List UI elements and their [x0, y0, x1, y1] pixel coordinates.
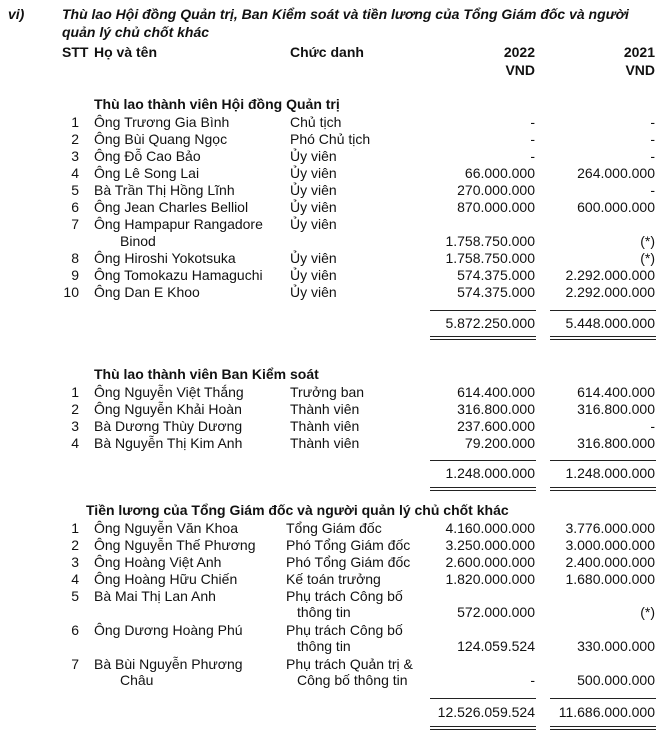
row-stt: 4 — [71, 165, 79, 181]
row-stt: 1 — [71, 114, 79, 130]
row-value-2021: - — [650, 148, 655, 164]
row-stt: 6 — [71, 199, 79, 215]
row-value-2022: 4.160.000.000 — [445, 520, 535, 536]
total-2022: 1.248.000.000 — [445, 465, 535, 481]
total-rule — [430, 490, 536, 491]
row-value-2022: 124.059.524 — [457, 638, 535, 654]
row-value-2021: - — [650, 114, 655, 130]
total-rule — [430, 487, 536, 488]
row-title: Thành viên — [290, 418, 360, 434]
row-value-2021: 316.800.000 — [577, 401, 655, 417]
row-name: Ông Hiroshi Yokotsuka — [94, 250, 236, 266]
row-value-2021: 264.000.000 — [577, 165, 655, 181]
total-rule — [430, 336, 536, 337]
total-rule — [550, 336, 656, 337]
row-stt: 10 — [63, 284, 79, 300]
row-name: Ông Nguyễn Thế Phương — [94, 537, 256, 553]
row-value-2022: 237.600.000 — [457, 418, 535, 434]
row-title: Kế toán trưởng — [286, 571, 381, 587]
row-value-2022: 79.200.000 — [464, 435, 535, 451]
row-value-2021: - — [650, 131, 655, 147]
total-rule — [550, 339, 656, 340]
row-title: Ủy viên — [290, 250, 337, 266]
row-value-2022: 270.000.000 — [457, 182, 535, 198]
col-2021-unit: VND — [625, 62, 655, 78]
subtotal-rule — [550, 460, 656, 461]
row-title: Ủy viên — [290, 216, 337, 232]
row-stt: 2 — [71, 131, 79, 147]
row-value-2021: (*) — [640, 250, 655, 266]
section-number: vi) — [8, 6, 25, 22]
total-rule — [550, 490, 656, 491]
row-title: Chủ tịch — [290, 114, 342, 130]
col-title: Chức danh — [290, 44, 364, 60]
row-value-2022: 572.000.000 — [457, 604, 535, 620]
row-stt: 2 — [71, 537, 79, 553]
row-stt: 1 — [71, 520, 79, 536]
row-name: Ông Nguyễn Văn Khoa — [94, 520, 238, 536]
subtotal-rule — [550, 310, 656, 311]
row-stt: 7 — [71, 216, 79, 232]
row-name: Bà Dương Thùy Dương — [94, 418, 243, 434]
total-2021: 11.686.000.000 — [558, 704, 655, 720]
row-value-2021: 2.292.000.000 — [565, 284, 655, 300]
row-stt: 2 — [71, 401, 79, 417]
row-name: Ông Hoàng Việt Anh — [94, 554, 222, 570]
row-name: Ông Nguyễn Khải Hoàn — [94, 401, 242, 417]
row-name: Ông Trương Gia Bình — [94, 114, 230, 130]
row-name-cont: Binod — [120, 233, 156, 249]
row-stt: 6 — [71, 622, 79, 638]
row-value-2021: - — [650, 182, 655, 198]
row-stt: 3 — [71, 418, 79, 434]
row-stt: 9 — [71, 267, 79, 283]
row-value-2022: 3.250.000.000 — [445, 537, 535, 553]
row-title: Ủy viên — [290, 182, 337, 198]
total-2022: 12.526.059.524 — [437, 704, 535, 720]
total-rule — [550, 487, 656, 488]
heading-line-1: Thù lao Hội đồng Quản trị, Ban Kiểm soát và tiền lương của Tổng Giám đốc và người — [62, 6, 629, 22]
row-value-2021: 500.000.000 — [577, 672, 655, 688]
total-rule — [550, 726, 656, 727]
row-value-2022: 1.820.000.000 — [445, 571, 535, 587]
total-rule — [430, 726, 536, 727]
subtotal-rule — [430, 460, 536, 461]
section-title-management: Tiền lương của Tổng Giám đốc và người quản lý chủ chốt khác — [86, 502, 509, 518]
row-name: Ông Hoàng Hữu Chiến — [94, 571, 238, 587]
row-value-2022: 614.400.000 — [457, 384, 535, 400]
row-title: Thành viên — [290, 435, 360, 451]
row-title: Ủy viên — [290, 199, 337, 215]
row-value-2022: - — [530, 131, 535, 147]
row-title: Phó Tổng Giám đốc — [286, 537, 411, 553]
col-2022-unit: VND — [505, 62, 535, 78]
total-2021: 1.248.000.000 — [565, 465, 655, 481]
row-value-2022: 2.600.000.000 — [445, 554, 535, 570]
row-value-2021: 2.292.000.000 — [565, 267, 655, 283]
row-value-2022: - — [530, 148, 535, 164]
row-name: Ông Nguyễn Việt Thắng — [94, 384, 244, 400]
row-stt: 5 — [71, 588, 79, 604]
row-value-2021: 614.400.000 — [577, 384, 655, 400]
row-title-cont: thông tin — [297, 638, 351, 654]
row-name: Ông Lê Song Lai — [94, 165, 200, 181]
row-name: Bà Nguyễn Thị Kim Anh — [94, 435, 243, 451]
row-title: Ủy viên — [290, 284, 337, 300]
row-value-2021: 2.400.000.000 — [565, 554, 655, 570]
row-value-2022: 574.375.000 — [457, 284, 535, 300]
row-stt: 8 — [71, 250, 79, 266]
row-title: Phó Tổng Giám đốc — [286, 554, 411, 570]
row-name: Ông Bùi Quang Ngọc — [94, 131, 228, 147]
row-stt: 3 — [71, 148, 79, 164]
row-stt: 4 — [71, 435, 79, 451]
row-name: Ông Dan E Khoo — [94, 284, 200, 300]
total-2022: 5.872.250.000 — [445, 315, 535, 331]
col-2021: 2021 — [623, 44, 655, 60]
row-value-2022: - — [530, 114, 535, 130]
row-name: Bà Trần Thị Hồng Lĩnh — [94, 182, 235, 198]
row-value-2022: 574.375.000 — [457, 267, 535, 283]
subtotal-rule — [550, 698, 656, 699]
row-value-2021: 3.000.000.000 — [565, 537, 655, 553]
row-value-2021: 600.000.000 — [577, 199, 655, 215]
row-title-cont: Công bố thông tin — [297, 672, 408, 688]
row-title: Tổng Giám đốc — [286, 520, 382, 536]
row-value-2021: 316.800.000 — [577, 435, 655, 451]
row-value-2022: 1.758.750.000 — [445, 233, 535, 249]
row-title: Ủy viên — [290, 165, 337, 181]
row-value-2021: 3.776.000.000 — [565, 520, 655, 536]
row-value-2021: - — [650, 418, 655, 434]
col-2022: 2022 — [503, 44, 535, 60]
row-value-2022: - — [530, 672, 535, 688]
row-stt: 5 — [71, 182, 79, 198]
row-stt: 4 — [71, 571, 79, 587]
row-name: Ông Đỗ Cao Bảo — [94, 148, 201, 164]
row-name: Ông Dương Hoàng Phú — [94, 622, 243, 638]
row-value-2022: 870.000.000 — [457, 199, 535, 215]
row-title: Phó Chủ tịch — [290, 131, 371, 147]
row-title: Ủy viên — [290, 267, 337, 283]
total-rule — [430, 729, 536, 730]
row-title: Phụ trách Công bố — [286, 588, 403, 604]
heading-line-2: quản lý chủ chốt khác — [62, 24, 210, 40]
row-title: Phụ trách Công bố — [286, 622, 403, 638]
row-name: Bà Bùi Nguyễn Phương — [94, 656, 243, 672]
row-title-cont: thông tin — [297, 604, 351, 620]
row-value-2022: 66.000.000 — [464, 165, 535, 181]
row-value-2022: 1.758.750.000 — [445, 250, 535, 266]
row-name: Ông Hampapur Rangadore — [94, 216, 263, 232]
row-value-2021: 330.000.000 — [577, 638, 655, 654]
total-rule — [430, 339, 536, 340]
row-value-2022: 316.800.000 — [457, 401, 535, 417]
section-title-supervisory: Thù lao thành viên Ban Kiểm soát — [94, 366, 319, 382]
section-title-board: Thù lao thành viên Hội đồng Quản trị — [94, 96, 340, 112]
row-title: Phụ trách Quản trị & — [286, 656, 413, 672]
row-stt: 7 — [71, 656, 79, 672]
total-2021: 5.448.000.000 — [565, 315, 655, 331]
col-stt: STT — [62, 44, 89, 60]
row-stt: 3 — [71, 554, 79, 570]
total-rule — [550, 729, 656, 730]
row-name: Ông Jean Charles Belliol — [94, 199, 249, 215]
row-title: Trưởng ban — [290, 384, 365, 400]
subtotal-rule — [430, 310, 536, 311]
row-name: Ông Tomokazu Hamaguchi — [94, 267, 263, 283]
row-value-2021: (*) — [640, 233, 655, 249]
row-value-2021: (*) — [640, 604, 655, 620]
row-name: Bà Mai Thị Lan Anh — [94, 588, 216, 604]
row-name-cont: Châu — [120, 672, 154, 688]
col-name: Họ và tên — [94, 44, 158, 60]
row-title: Thành viên — [290, 401, 360, 417]
row-value-2021: 1.680.000.000 — [565, 571, 655, 587]
row-stt: 1 — [71, 384, 79, 400]
row-title: Ủy viên — [290, 148, 337, 164]
subtotal-rule — [430, 698, 536, 699]
